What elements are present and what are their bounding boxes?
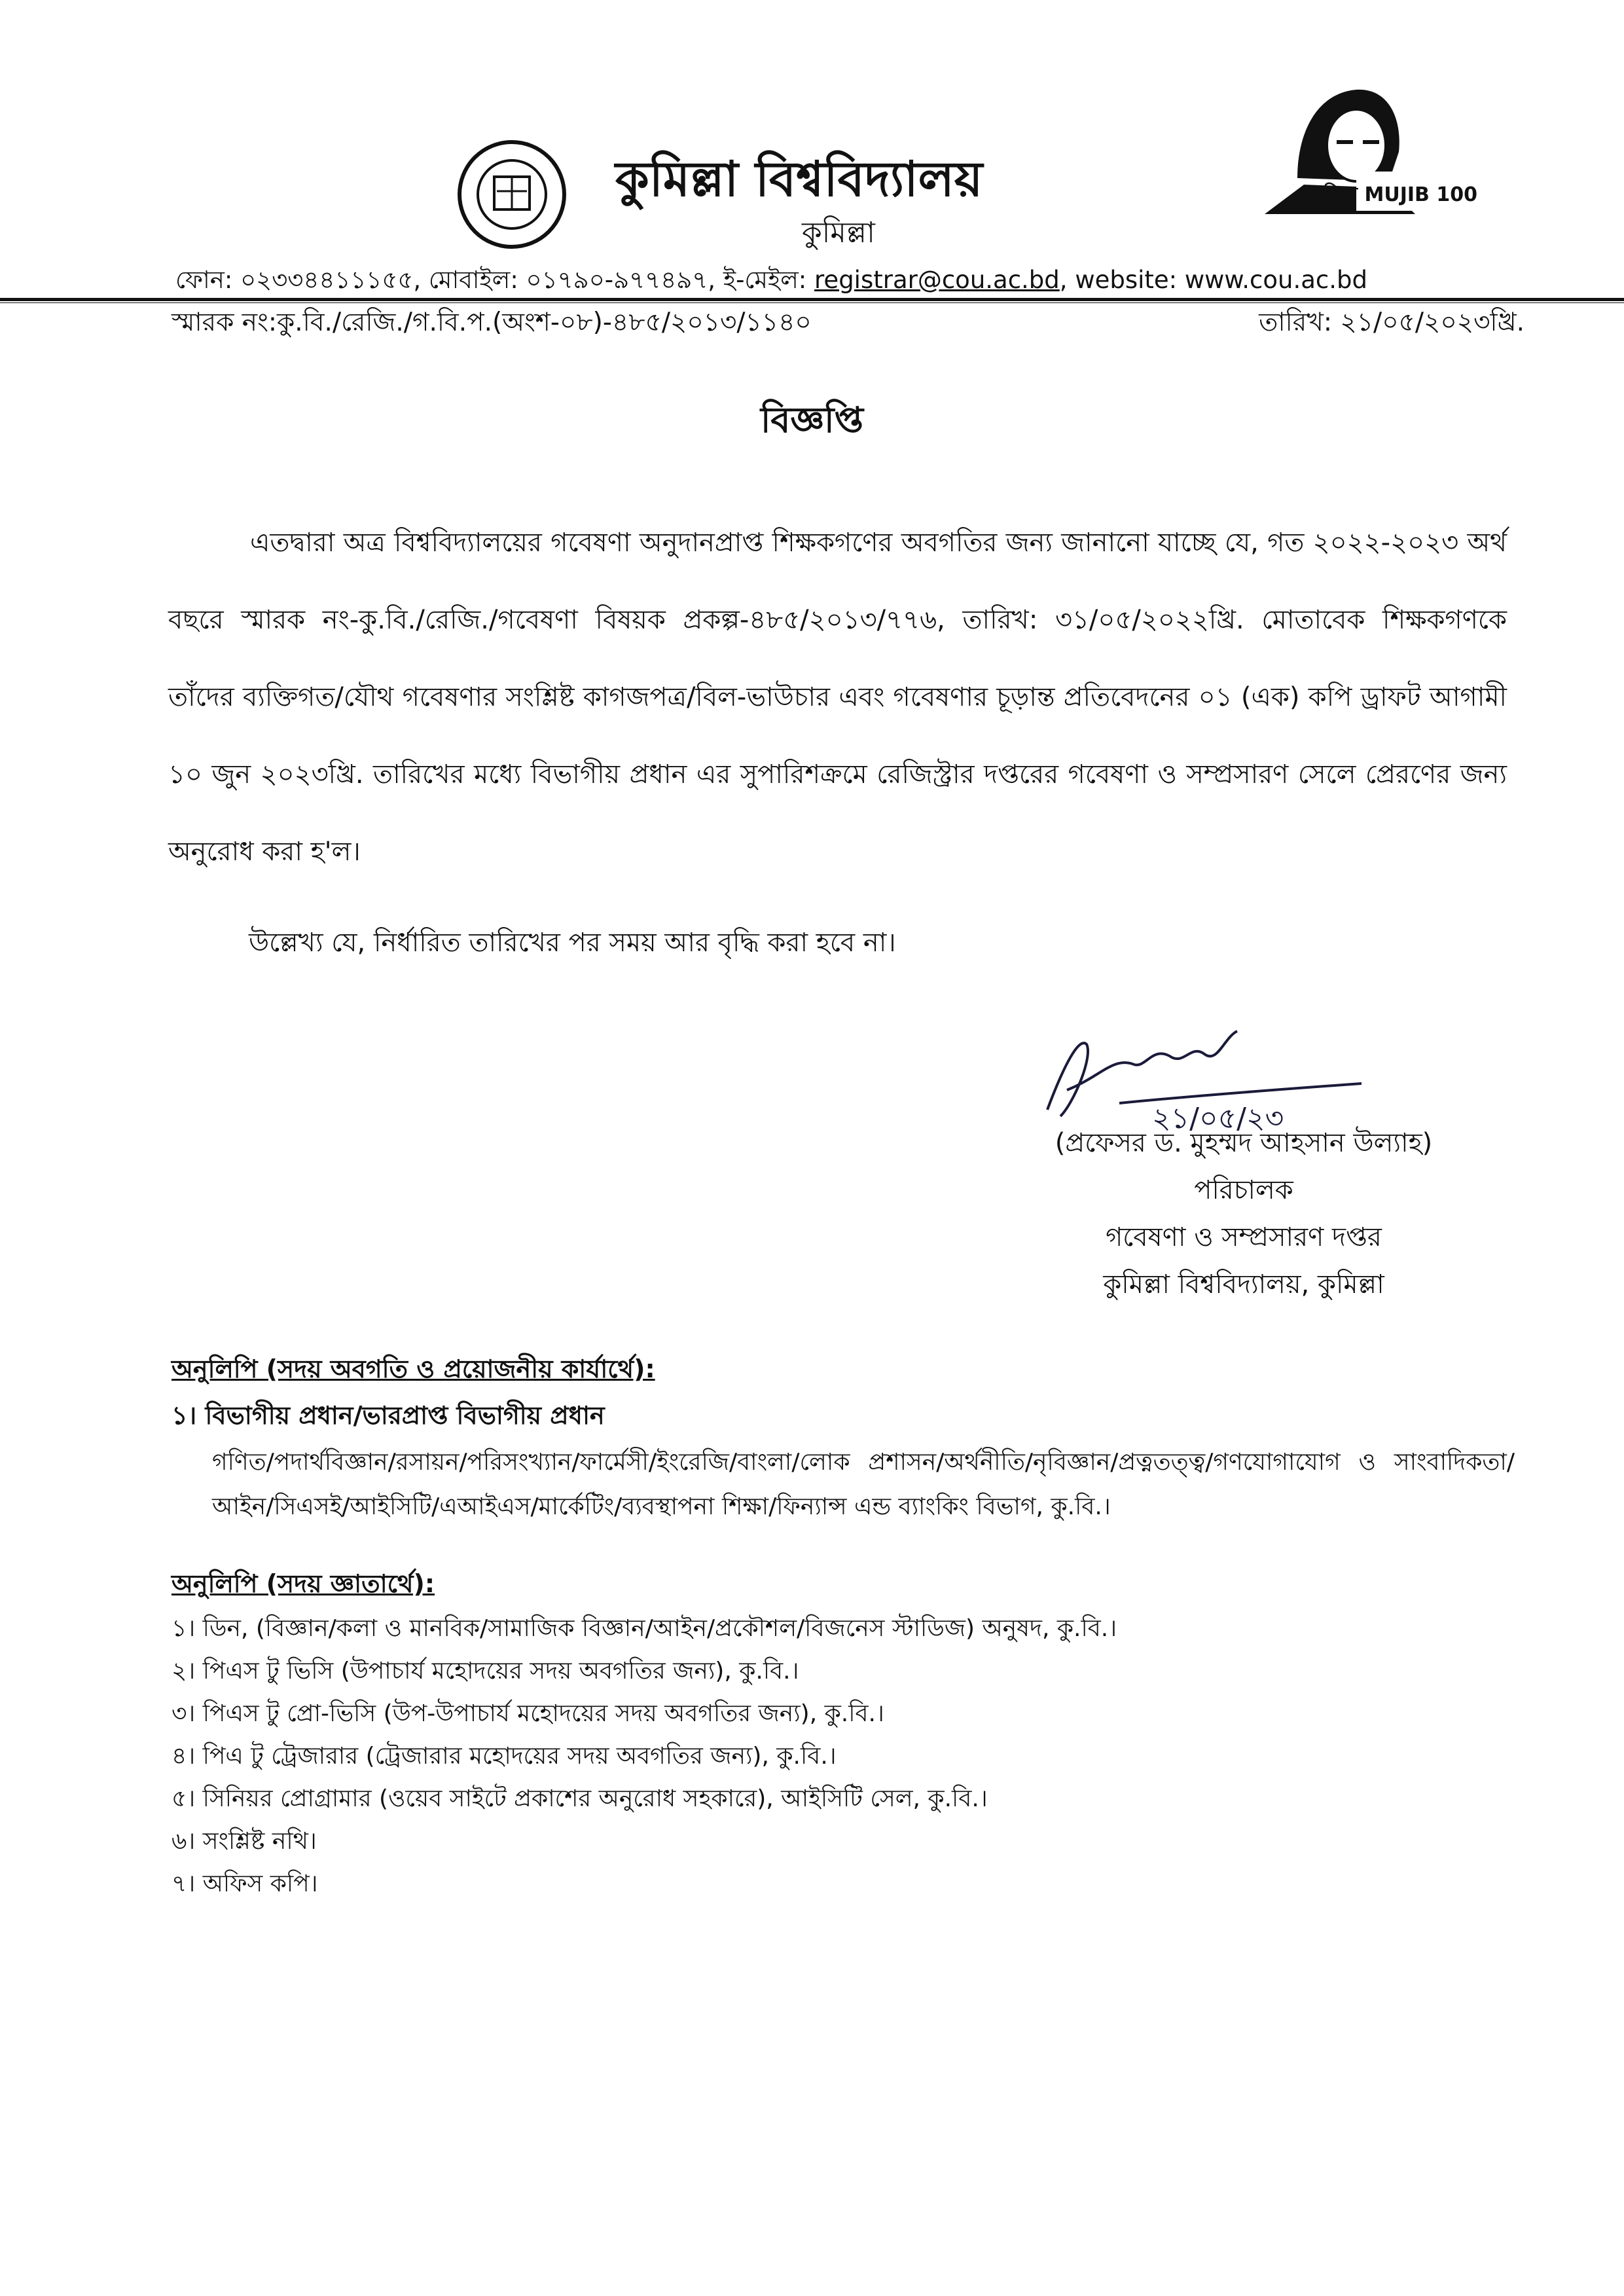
list-item: ৬। সংশ্লিষ্ট নথি। <box>171 1828 317 1855</box>
list-item: ৩। পিএস টু প্রো-ভিসি (উপ-উপাচার্য মহোদয়ের সদয় অবগতির জন্য), কু.বি.। <box>171 1700 884 1727</box>
university-location: কুমিল্লা <box>802 216 875 249</box>
signatory-designation: পরিচালক <box>1194 1175 1293 1205</box>
copies-action-departments: গণিত/পদার্থবিজ্ঞান/রসায়ন/পরিসংখ্যান/ফার্মেসী/ইংরেজি/বাংলা/লোক প্রশাসন/অর্থনীতি/নৃবিজ্ঞান/প্রত্নতত্ত্ব/গণযোগাযোগ ও সাংবাদিকতা/আইন/সিএসই/আইসিটি/এআইএস/মার্কেটিং/ব্যবস্থাপনা শিক্ষা/ফিন্যান্স এন্ড ব্যাংকিং বিভাগ, কু.বি.। <box>212 1449 1515 1520</box>
university-name: কুমিল্লা বিশ্ববিদ্যালয় <box>615 151 983 208</box>
copies-info-list <box>171 1607 1117 1905</box>
list-item: ৭। অফিস কপি। <box>171 1870 318 1897</box>
list-item: ২। পিএস টু ভিসি (উপাচার্য মহোদয়ের সদয় অবগতির জন্য), কু.বি.। <box>171 1658 799 1685</box>
copies-action-heading: অনুলিপি (সদয় অবগতি ও প্রয়োজনীয় কার্যার্থে): <box>171 1355 655 1383</box>
memo-reference: স্মারক নং:কু.বি./রেজি./গ.বি.প.(অংশ-০৮)-৪৮৫/২০১৩/১১৪০ <box>171 308 812 337</box>
signatory-name: (প্রফেসর ড. মুহম্মদ আহসান উল্যাহ) <box>1055 1128 1433 1158</box>
signatory-office: গবেষণা ও সম্প্রসারণ দপ্তর <box>1106 1222 1382 1252</box>
signatory-block <box>1008 1120 1479 1308</box>
email-link[interactable]: registrar@cou.ac.bd <box>814 266 1060 294</box>
notice-title: বিজ্ঞপ্তি <box>760 399 863 441</box>
contact-phone: ফোন: ০২৩৩৪৪১১১৫৫, মোবাইল: ০১৭৯০-৯৭৭৪৯৭, ই-মেইল: <box>175 266 815 294</box>
copies-info-heading: অনুলিপি (সদয় জ্ঞাতার্থে): <box>171 1569 435 1598</box>
copies-action-item: ১। বিভাগীয় প্রধান/ভারপ্রাপ্ত বিভাগীয় প্রধান <box>171 1401 605 1430</box>
list-item: ৪। পিএ টু ট্রেজারার (ট্রেজারার মহোদয়ের সদয় অবগতির জন্য), কু.বি.। <box>171 1743 837 1770</box>
notice-note: উল্লেখ্য যে, নির্ধারিত তারিখের পর সময় আর বৃদ্ধি করা হবে না। <box>249 928 896 958</box>
list-item: ৫। সিনিয়র প্রোগ্রামার (ওয়েব সাইটে প্রকাশের অনুরোধ সহকারে), আইসিটি সেল, কু.বি.। <box>171 1785 988 1812</box>
mujib-100-logo-icon <box>1258 73 1481 214</box>
notice-body: এতদ্বারা অত্র বিশ্ববিদ্যালয়ের গবেষণা অনুদানপ্রাপ্ত শিক্ষকগণের অবগতির জন্য জানানো যাচ্ছে যে, গত ২০২২-২০২৩ অর্থ বছরে স্মারক নং-কু.বি./রেজি./গবেষণা বিষয়ক প্রকল্প-৪৮৫/২০১৩/৭৭৬, তারিখ: ৩১/০৫/২০২২খ্রি. মোতাবেক শিক্ষকগণকে তাঁদের ব্যক্তিগত/যৌথ গবেষণার সংশ্লিষ্ট কাগজপত্র/বিল-ভাউচার এবং গবেষণার চূড়ান্ত প্রতিবেদনের ০১ (এক) কপি ড্রাফট আগামী ১০ জুন ২০২৩খ্রি. তারিখের মধ্যে বিভাগীয় প্রধান এর সুপারিশক্রমে রেজিস্ট্রার দপ্তরের গবেষণা ও সম্প্রসারণ সেলে প্রেরণের জন্য অনুরোধ করা হ'ল। <box>168 528 1507 867</box>
signature-date: ২১/০৫/২৩ <box>1152 1102 1284 1135</box>
mujib-logo-text: মুজিব MUJIB 100 <box>1312 183 1477 206</box>
university-seal-icon <box>454 139 570 250</box>
signature-icon <box>1021 1018 1388 1136</box>
list-item: ১। ডিন, (বিজ্ঞান/কলা ও মানবিক/সামাজিক বিজ্ঞান/আইন/প্রকৌশল/বিজনেস স্টাডিজ) অনুষদ, কু.বি.। <box>171 1615 1117 1642</box>
memo-date: তারিখ: ২১/০৫/২০২৩খ্রি. <box>1259 308 1525 337</box>
contact-line <box>175 261 1367 302</box>
website-text: , website: www.cou.ac.bd <box>1059 266 1367 294</box>
header-divider <box>0 298 1624 301</box>
signatory-institution: কুমিল্লা বিশ্ববিদ্যালয়, কুমিল্লা <box>1103 1269 1384 1300</box>
